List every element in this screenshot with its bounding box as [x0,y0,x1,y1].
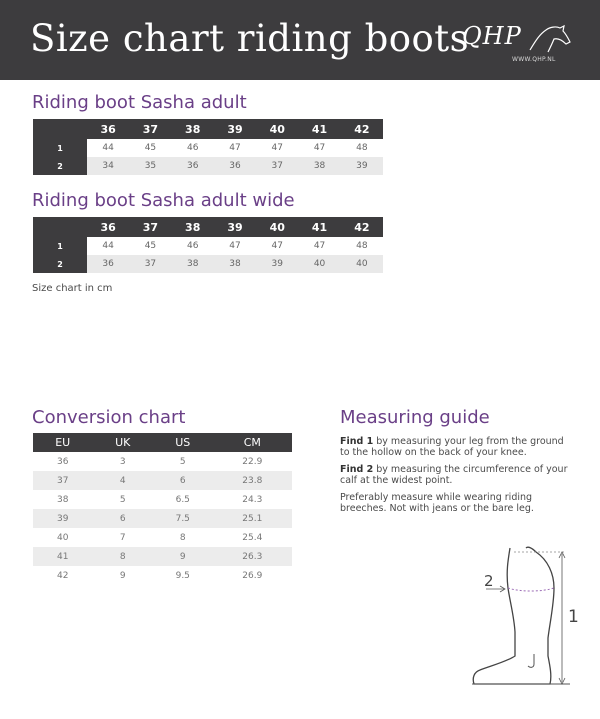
table-cell: 38 [57,494,69,505]
table-cell: 46 [172,237,214,255]
table-cell: 39 [341,157,383,175]
size-col-header: 40 [256,217,298,237]
table-cell: 6 [92,509,152,528]
table-cell: 44 [87,237,129,255]
table-cell: 22.9 [242,456,263,467]
find1-text: by measuring your leg from the ground to the hollow on the back of your knee. [340,436,564,458]
table-cell: 36 [87,255,129,273]
table-cell: 45 [129,139,171,157]
table-cell: 6 [153,471,213,490]
table-cell: 47 [298,139,340,157]
table-row [33,452,292,471]
size-col-header: 38 [172,119,214,139]
table-row [33,547,292,566]
guide-find1 [340,437,575,458]
table-row [33,509,292,528]
table2-title: Riding boot Sasha adult wide [32,190,295,211]
guide-title: Measuring guide [340,407,490,428]
table-cell: 6.5 [175,494,190,505]
table-cell: 45 [129,237,171,255]
table-cell: 7 [119,532,126,543]
size-col-header: 39 [214,217,256,237]
guide-advice: Preferably measure while wearing riding breeches. Not with jeans or the bare leg. [340,492,534,514]
horse-head-icon [526,24,572,54]
col-header-uk: UK [92,433,152,452]
table-cell: 39 [256,255,298,273]
table-cell: 47 [298,237,340,255]
table-cell: 44 [87,139,129,157]
col-header-us: US [153,433,213,452]
conversion-header-row [33,433,292,452]
table-cell: 34 [87,157,129,175]
table-cell: 5 [179,456,186,467]
table-row [33,490,292,509]
table-row [33,237,383,255]
table-cell: 47 [256,139,298,157]
table-row [33,566,292,585]
measuring-guide-text [340,437,575,521]
size-col-header: 42 [341,119,383,139]
leg-illustration [470,538,595,690]
table-cell: 38 [214,255,256,273]
page-title: Size chart riding boots [30,17,470,60]
size-table-adult [33,119,383,175]
table-cell: 26.3 [213,547,292,566]
find2-text: by measuring the circumference of your calf at the widest point. [340,464,568,486]
corner-cell [33,217,87,237]
table-cell: 36 [172,157,214,175]
size-col-header: 41 [298,217,340,237]
table-row [33,255,383,273]
leg-measurement-diagram [470,538,595,694]
table-cell: 40 [298,255,340,273]
size-note: Size chart in cm [32,283,113,294]
table-cell: 47 [214,237,256,255]
find2-label: Find 2 [340,464,374,475]
table-cell: 25.4 [242,532,263,543]
row-label: 2 [33,157,87,175]
size-table-adult-wide [33,217,383,273]
table-cell: 38 [172,255,214,273]
table-cell: 26.9 [242,570,263,581]
size-header-row [33,119,383,139]
table-cell: 9 [119,570,126,581]
table-cell: 39 [33,509,92,528]
conversion-table [33,433,292,585]
table-cell: 41 [33,547,92,566]
size-col-header: 39 [214,119,256,139]
table-cell: 3 [119,456,126,467]
table-cell: 5 [119,494,126,505]
table-cell: 37 [256,157,298,175]
table-cell: 42 [57,570,69,581]
corner-cell [33,119,87,139]
row-label: 1 [33,139,87,157]
col-header-eu: EU [33,433,92,452]
table-cell: 47 [214,139,256,157]
table-cell: 36 [57,456,69,467]
table-cell: 36 [214,157,256,175]
table-row [33,471,292,490]
size-col-header: 38 [172,217,214,237]
size-col-header: 41 [298,119,340,139]
qhp-logo [458,22,576,70]
col-header-cm: CM [213,433,292,452]
table-cell: 40 [341,255,383,273]
table-cell: 4 [92,471,152,490]
logo-url: WWW.QHP.NL [512,56,556,63]
header-banner [0,0,600,80]
conversion-title: Conversion chart [32,407,186,428]
table-cell: 24.3 [242,494,263,505]
find1-label: Find 1 [340,436,374,447]
diagram-label-2: 2 [484,572,494,590]
row-label: 1 [33,237,87,255]
table-row [33,139,383,157]
size-col-header: 42 [341,217,383,237]
logo-text: QHP [462,22,522,50]
row-label: 2 [33,255,87,273]
table-cell: 23.8 [213,471,292,490]
size-col-header: 40 [256,119,298,139]
table-cell: 8 [179,532,186,543]
table-cell: 38 [298,157,340,175]
table-cell: 9.5 [175,570,190,581]
table-cell: 7.5 [153,509,213,528]
table-cell: 37 [129,255,171,273]
table-cell: 40 [57,532,69,543]
table-cell: 46 [172,139,214,157]
table-cell: 8 [92,547,152,566]
table-cell: 48 [341,139,383,157]
table-cell: 47 [256,237,298,255]
size-col-header: 37 [129,217,171,237]
table-cell: 48 [341,237,383,255]
table-cell: 25.1 [213,509,292,528]
size-col-header: 36 [87,217,129,237]
size-col-header: 37 [129,119,171,139]
table1-title: Riding boot Sasha adult [32,92,247,113]
diagram-label-1: 1 [568,607,579,627]
size-header-row [33,217,383,237]
guide-find2 [340,465,575,486]
table-cell: 35 [129,157,171,175]
size-col-header: 36 [87,119,129,139]
table-row [33,528,292,547]
table-row [33,157,383,175]
table-cell: 37 [33,471,92,490]
table-cell: 9 [153,547,213,566]
